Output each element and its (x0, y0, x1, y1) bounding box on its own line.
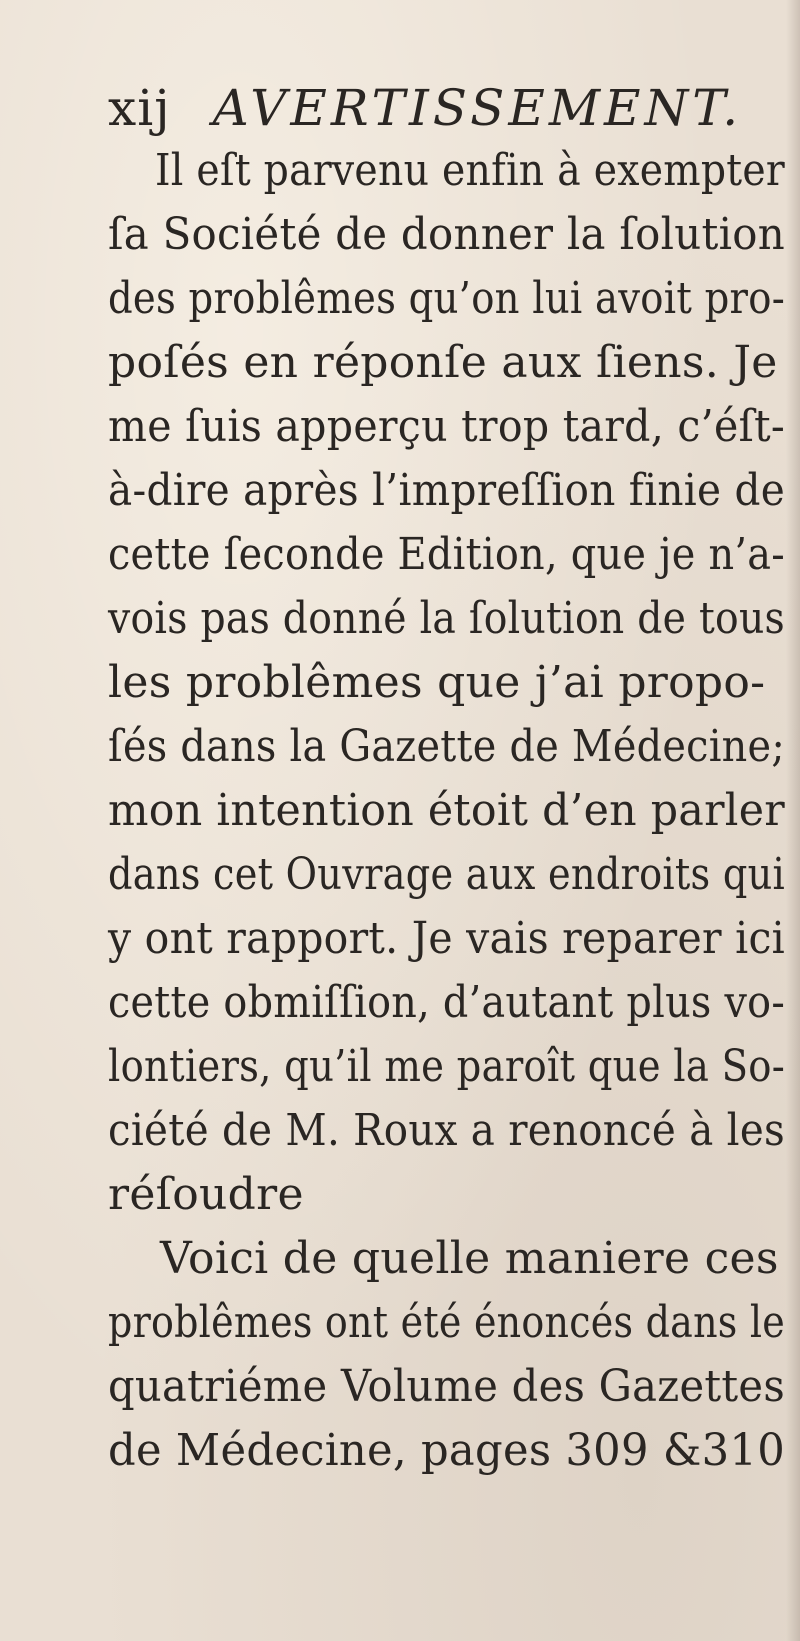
text-line: ciété de M. Roux a renoncé à les (108, 1105, 785, 1156)
text-line: cette ſeconde Edition, que je n’a- (108, 529, 785, 580)
page-header (108, 78, 742, 138)
text-line: y ont rapport. Je vais reparer ici (108, 913, 786, 964)
text-line: problêmes ont été énoncés dans le (108, 1297, 786, 1348)
text-line: ſés dans la Gazette de Médecine; (108, 721, 786, 772)
text-line: à-dire après l’impreſſion finie de (108, 465, 785, 516)
text-line: de Médecine, pages 309 &310 (108, 1425, 786, 1476)
text-line: vois pas donné la ſolution de tous (108, 593, 785, 644)
text-line: mon intention étoit d’en parler (108, 785, 785, 836)
text-line: me ſuis apperçu trop tard, c’éſt- (108, 401, 786, 452)
text-line: poſés en réponſe aux ſiens. Je (108, 337, 778, 388)
text-line: quatriéme Volume des Gazettes (108, 1361, 785, 1412)
text-line: dans cet Ouvrage aux endroits qui (108, 849, 786, 900)
text-line: Voici de quelle maniere ces (160, 1233, 779, 1284)
text-line: lontiers, qu’il me paroît que la So- (108, 1041, 785, 1092)
text-line: Il eſt parvenu enfin à exempter (155, 145, 786, 196)
text-line: cette obmiſſion, d’autant plus vo- (108, 977, 786, 1028)
text-line: les problêmes que j’ai propo- (108, 657, 766, 708)
page-number: xij (108, 79, 171, 137)
text-line: ſa Société de donner la ſolution (108, 209, 786, 260)
text-line: des problêmes qu’on lui avoit pro- (108, 273, 786, 324)
text-line: réſoudre (108, 1169, 304, 1220)
page-edge-shadow (786, 0, 800, 1641)
running-title: AVERTISSEMENT. (212, 79, 743, 137)
